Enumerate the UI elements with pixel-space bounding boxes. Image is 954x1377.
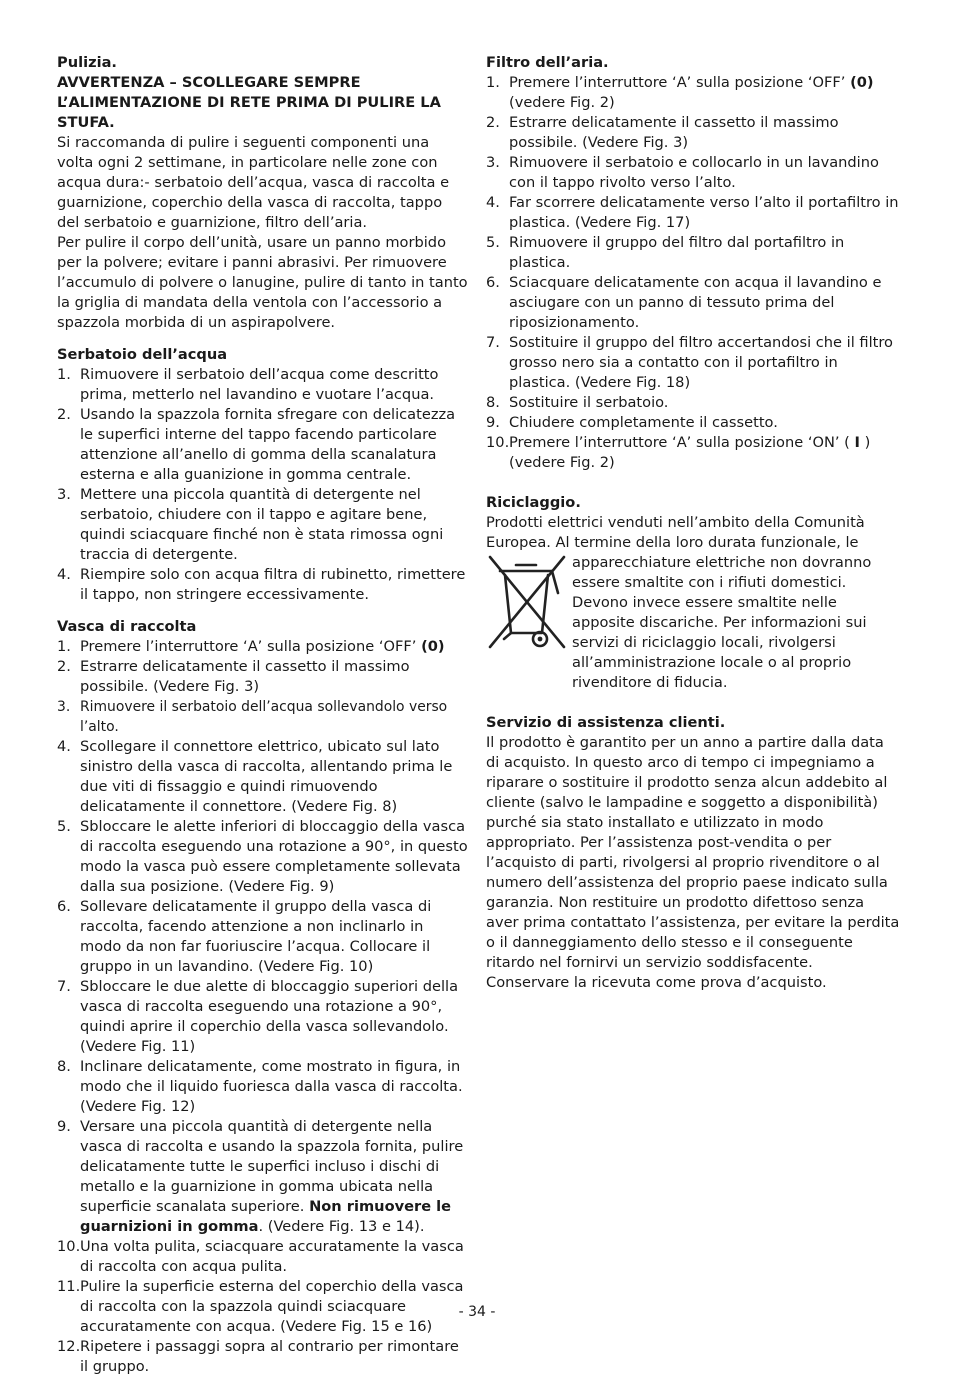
recycle-section-title: Riciclaggio. bbox=[486, 494, 581, 511]
crossed-out-wheelie-bin-icon bbox=[486, 553, 570, 651]
list-item: 6. Sciacquare delicatamente con acqua il lavandino e asciugare con un panno di tessuto prima del riposizionamento. bbox=[486, 274, 882, 331]
list-item: 8. Sostituire il serbatoio. bbox=[486, 394, 669, 411]
service-note: Conservare la ricevuta come prova d’acquisto. bbox=[486, 974, 827, 991]
list-item: 5. Rimuovere il gruppo del filtro dal portafiltro in plastica. bbox=[486, 234, 845, 271]
list-item: 3. Rimuovere il serbatoio e collocarlo in un lavandino con il tappo rivolto verso l’alto. bbox=[486, 154, 879, 191]
service-paragraph: Il prodotto è garantito per un anno a partire dalla data di acquisto. In questo arco di tempo ci impegniamo a riparare o sostituire il prodotto senza alcun addebito al cliente (salvo le lampadine e soggetto a disponibilità) purché sia stato installato e utilizzato in modo appropriato. Per l’assistenza post-vendita o per l’acquisto di parti, rivolgersi al proprio rivenditore o al numero dell’assistenza del proprio paese indicato sulla garanzia. Non restituire un prodotto difettoso senza aver prima contattato l’assistenza, per evitare la perdita o il danneggiamento dello stesso e il conseguente ritardo nel fornirvi un servizio soddisfacente. bbox=[486, 734, 900, 971]
list-item: 11. Pulire la superficie esterna del coperchio della vasca di raccolta con la spazzola quindi sciacquare accuratamente con acqua. (Vedere Fig. 15 e 16) bbox=[57, 1278, 464, 1335]
list-item: 5. Sbloccare le alette inferiori di bloccaggio della vasca di raccolta eseguendo una rotazione a 90°, in questo modo la vasca può essere completamente sollevata dalla sua posizione. (Vedere Fig. 9) bbox=[57, 818, 468, 895]
warning-text: AVVERTENZA – SCOLLEGARE SEMPRE L’ALIMENTAZIONE DI RETE PRIMA DI PULIRE LA STUFA. bbox=[57, 74, 441, 131]
tank-steps-list bbox=[57, 365, 469, 605]
list-item: 9. Versare una piccola quantità di detergente nella vasca di raccolta e usando la spazzola fornita, pulire delicatamente tutte le superfici incluso i dischi di metallo e la guarnizione in gomma ubicata nella superficie scanalata superiore. Non rimuovere le guarnizioni in gomma. (Vedere Fig. 13 e 14). bbox=[57, 1118, 464, 1235]
list-item: 1. Premere l’interruttore ‘A’ sulla posizione ‘OFF’ (0) (vedere Fig. 2) bbox=[486, 74, 874, 111]
list-item: 8. Inclinare delicatamente, come mostrato in figura, in modo che il liquido fuoriesca dalla vasca di raccolta. (Vedere Fig. 12) bbox=[57, 1058, 463, 1115]
left-column bbox=[57, 53, 469, 1377]
list-item: 3. Mettere una piccola quantità di detergente nel serbatoio, chiudere con il tappo e agitare bene, quindi sciacquare finché non è stata rimossa ogni traccia di detergente. bbox=[57, 486, 444, 563]
list-item: 4. Scollegare il connettore elettrico, ubicato sul lato sinistro della vasca di raccolta, allentando prima le due viti di fissaggio e quindi rimuovendo delicatamente il connettore. (Vedere Fig. 8) bbox=[57, 738, 453, 815]
list-item: 2. Usando la spazzola fornita sfregare con delicatezza le superfici interne del tappo facendo particolare attenzione all’anello di gomma della scanalatura esterna e alla guanizione in gomma centrale. bbox=[57, 406, 456, 483]
list-item: 7. Sbloccare le due alette di bloccaggio superiori della vasca di raccolta eseguendo una rotazione a 90°, quindi aprire il coperchio della vasca sollevandolo. (Vedere Fig. 11) bbox=[57, 978, 459, 1055]
list-item: 10. Una volta pulita, sciacquare accuratamente la vasca di raccolta con acqua pulita. bbox=[57, 1238, 464, 1275]
recycle-intro: Prodotti elettrici venduti nell’ambito della Comunità Europea. Al termine della loro durata funzionale, le bbox=[486, 514, 865, 551]
filter-section-title: Filtro dell’aria. bbox=[486, 54, 609, 71]
list-item: 10. Premere l’interruttore ‘A’ sulla posizione ‘ON’ ( I ) (vedere Fig. 2) bbox=[486, 434, 871, 471]
pulizia-title: Pulizia. bbox=[57, 54, 117, 71]
intro-paragraph-1: Si raccomanda di pulire i seguenti componenti una volta ogni 2 settimane, in particolare nelle zone con acqua dura:- serbatoio dell’acqua, vasca di raccolta e guarnizione, coperchio della vasca di raccolta, tappo del serbatoio e guarnizione, filtro dell’aria. bbox=[57, 134, 450, 231]
list-item: 6. Sollevare delicatamente il gruppo della vasca di raccolta, facendo attenzione a non inclinarlo in modo da non far fuoriuscire l’acqua. Collocare il gruppo in un lavandino. (Vedere Fig. 10) bbox=[57, 898, 432, 975]
list-item: 2. Estrarre delicatamente il cassetto il massimo possibile. (Vedere Fig. 3) bbox=[57, 658, 410, 695]
list-item: 1. Premere l’interruttore ‘A’ sulla posizione ‘OFF’ (0) bbox=[57, 638, 445, 655]
basin-section-title: Vasca di raccolta bbox=[57, 618, 197, 635]
list-item: 7. Sostituire il gruppo del filtro accertandosi che il filtro grosso nero sia a contatto con il portafiltro in plastica. (Vedere Fig. 18) bbox=[486, 334, 893, 391]
recycle-body: apparecchiature elettriche non dovranno essere smaltite con i rifiuti domestici. Devono invece essere smaltite nelle apposite discariche. Per informazioni sui servizi di riciclaggio locali, rivolgersi all’amministrazione locale o al proprio rivenditore di fiducia. bbox=[572, 554, 872, 691]
list-item: 4. Riempire solo con acqua filtra di rubinetto, rimettere il tappo, non stringere eccessivamente. bbox=[57, 566, 466, 603]
intro-paragraph-2: Per pulire il corpo dell’unità, usare un panno morbido per la polvere; evitare i panni abrasivi. Per rimuovere l’accumulo di polvere o lanugine, pulire di tanto in tanto la griglia di mandata della ventola con l’accessorio a spazzola morbida di un aspirapolvere. bbox=[57, 234, 468, 331]
filter-steps-list bbox=[486, 73, 900, 473]
list-item: 3. Rimuovere il serbatoio dell’acqua sollevandolo verso l’alto. bbox=[57, 699, 448, 735]
basin-steps-list bbox=[57, 637, 469, 1377]
page-number: - 34 - bbox=[458, 1304, 496, 1320]
right-column bbox=[486, 53, 900, 993]
list-item: 4. Far scorrere delicatamente verso l’alto il portafiltro in plastica. (Vedere Fig. 17) bbox=[486, 194, 899, 231]
recycle-body-wrap bbox=[486, 553, 900, 693]
list-item: 1. Rimuovere il serbatoio dell’acqua come descritto prima, metterlo nel lavandino e vuotare l’acqua. bbox=[57, 366, 439, 403]
service-section-title: Servizio di assistenza clienti. bbox=[486, 714, 726, 731]
list-item: 2. Estrarre delicatamente il cassetto il massimo possibile. (Vedere Fig. 3) bbox=[486, 114, 839, 151]
list-item: 12. Ripetere i passaggi sopra al contrario per rimontare il gruppo. bbox=[57, 1338, 459, 1375]
list-item: 9. Chiudere completamente il cassetto. bbox=[486, 414, 778, 431]
tank-section-title: Serbatoio dell’acqua bbox=[57, 346, 228, 363]
